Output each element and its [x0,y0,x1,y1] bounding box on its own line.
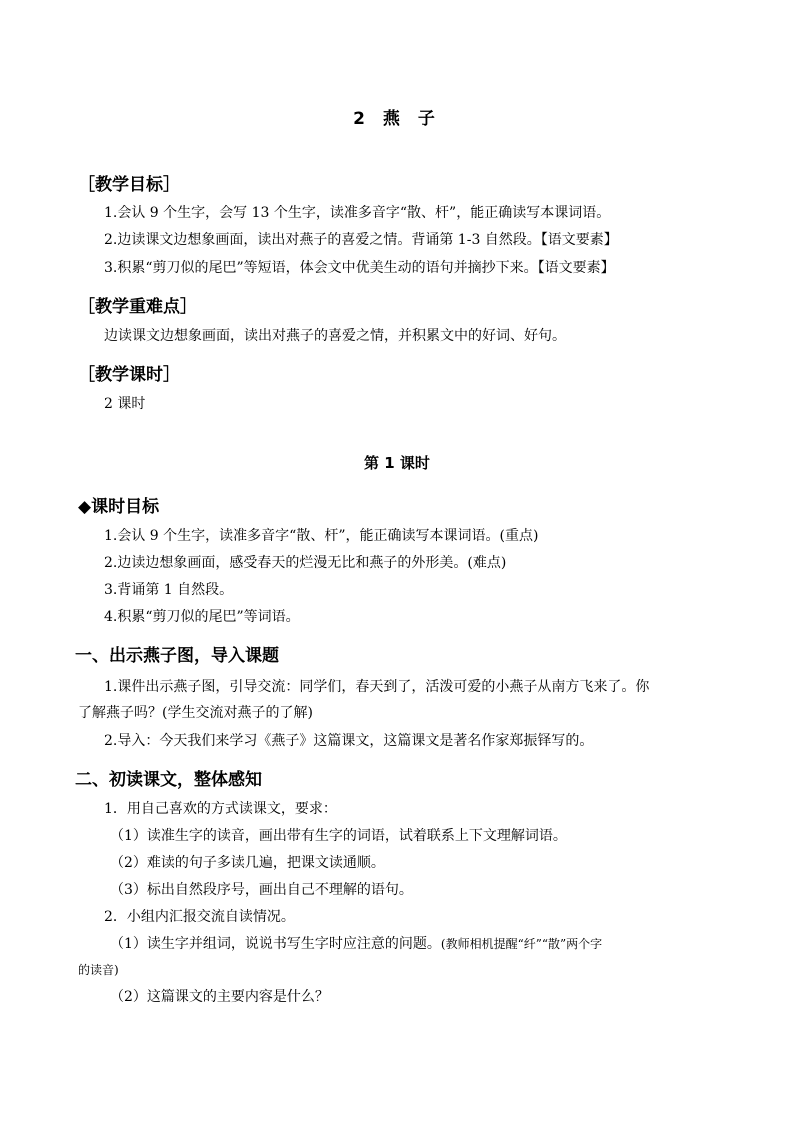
lesson1-goal-line: 1.会认 9 个生字，读准多音字“散、杆”，能正确读写本课词语。(重点) [104,528,539,544]
part1-line: 1.课件出示燕子图，引导交流：同学们，春天到了，活泼可爱的小燕子从南方飞来了。你 [104,679,650,695]
part2-line: （2）这篇课文的主要内容是什么？ [110,989,329,1005]
part2-line: 1．用自己喜欢的方式读课文，要求： [104,801,337,817]
part1-line: 2.导入：今天我们来学习《燕子》这篇课文，这篇课文是著名作家郑振铎写的。 [104,733,594,749]
lesson1-goal-heading: ◆课时目标 [78,497,160,517]
lesson-title: 2 燕 子 [353,109,441,129]
part1-heading: 一、出示燕子图，导入课题 [75,646,279,666]
hours-text: 2 课时 [104,396,146,412]
goals-heading: ［教学目标］ [78,175,180,195]
goal-line: 2.边读课文边想象画面，读出对燕子的喜爱之情。背诵第 1-3 自然段。【语文要素】 [104,232,618,248]
goal-line: 3.积累“剪刀似的尾巴”等短语，体会文中优美生动的语句并摘抄下来。【语文要素】 [104,260,615,276]
key-points-heading: ［教学重难点］ [78,297,197,317]
part2-line: （1）读准生字的读音，画出带有生字的词语，试着联系上下文理解词语。 [110,828,567,844]
teacher-note: (教师相机提醒“纤”“散”两个字 [440,937,603,951]
part1-line: 了解燕子吗？(学生交流对燕子的了解) [78,705,313,721]
lesson1-goal-line: 4.积累“剪刀似的尾巴”等词语。 [104,609,300,625]
lesson1-title: 第 1 课时 [364,454,430,472]
hours-heading: ［教学课时］ [78,365,180,385]
part2-line [110,934,602,954]
part2-line: （3）标出自然段序号，画出自己不理解的语句。 [110,882,413,898]
part2-heading: 二、初读课文，整体感知 [75,770,262,790]
lesson1-goal-line: 2.边读边想象画面，感受春天的烂漫无比和燕子的外形美。(难点) [104,555,507,571]
key-points-text: 边读课文边想象画面，读出对燕子的喜爱之情，并积累文中的好词、好句。 [104,328,566,344]
part2-line-main: （1）读生字并组词，说说书写生字时应注意的问题。 [110,936,441,952]
part2-line: 2．小组内汇报交流自读情况。 [104,909,295,925]
goal-line: 1.会认 9 个生字，会写 13 个生字，读准多音字“散、杆”，能正确读写本课词语。 [104,205,611,221]
teacher-note-cont: 的读音) [78,963,119,977]
lesson1-goal-line: 3.背诵第 1 自然段。 [104,582,234,598]
part2-line: （2）难读的句子多读几遍，把课文读通顺。 [110,855,385,871]
